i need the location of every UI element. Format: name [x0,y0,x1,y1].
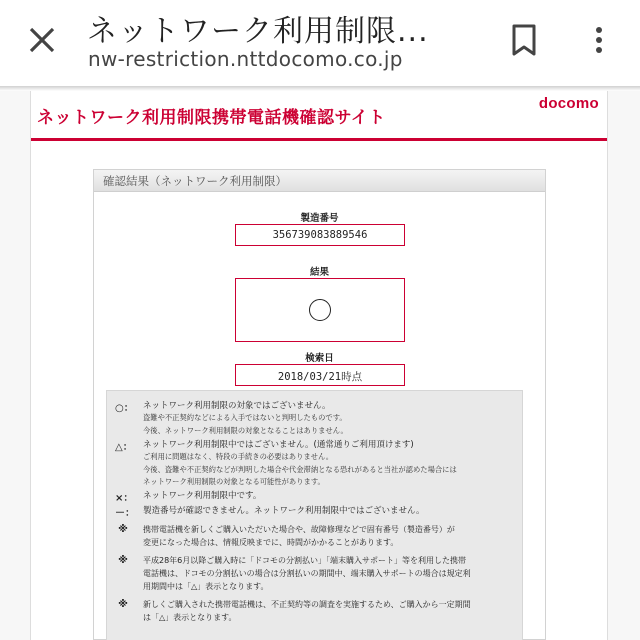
close-icon [22,20,62,60]
legend-sub: 今後、ネットワーク利用制限の対象となることはありません。 [143,426,348,435]
legend-mark: △： [115,442,133,453]
legend-sub: 今後、盗難や不正契約などが判明した場合や代金滞納となる恐れがあると当社が認めた場合には [143,465,457,474]
site-frame [30,91,608,640]
serial-value: 356739083889546 [272,229,368,241]
bookmark-icon [505,20,543,60]
site-title: ネットワーク利用制限携帯電話機確認サイト [37,108,386,128]
page-title: ネットワーク利用制限... [87,14,429,49]
legend-main: ネットワーク利用制限中です。 [143,491,262,501]
note-mark: ※ [118,599,128,610]
panel-header-text: 確認結果（ネットワーク利用制限） [103,174,287,188]
legend-sub: 盗難や不正契約などによる入手ではないと判明したものです。 [143,413,347,422]
legend-sub: ご利用に問題はなく、特段の手続きの必要はありません。 [143,452,334,461]
serial-box [235,224,405,246]
legend-mark: －： [115,508,135,519]
legend-mark: ×： [115,493,134,504]
date-value: 2018/03/21時点 [277,371,363,383]
more-options-button[interactable] [584,20,614,60]
note-line: 用期間中は「△」表示となります。 [143,582,269,591]
result-box [235,278,405,342]
page-url[interactable]: nw-restriction.nttdocomo.co.jp [88,47,403,71]
note-line: 変更になった場合は、情報反映までに、時間がかかることがあります。 [143,538,399,547]
legend-sub: ネットワーク利用制限の対象となる可能性があります。 [143,477,325,486]
panel-header [94,170,545,192]
site-header [31,91,607,141]
legend-main: ネットワーク利用制限の対象ではございません。 [143,401,331,411]
note-mark: ※ [118,524,128,535]
legend-box [106,390,523,640]
date-label: 検索日 [305,353,334,364]
note-line: 電話機は、ドコモの分割払いの場合は分割払いの期間中、端末購入サポートの場合は規定利 [143,569,471,578]
docomo-logo[interactable]: docomo [538,95,599,112]
note-line: 新しくご購入された携帯電話機は、不正契約等の調査を実施するため、ご購入から一定期間 [143,600,471,609]
note-mark: ※ [118,555,128,566]
more-vert-icon [584,20,614,60]
result-panel [93,169,546,640]
date-box [235,364,405,386]
web-content [0,91,640,640]
bookmark-button[interactable] [505,20,543,60]
note-line: 平成28年6月以降ご購入時に「ドコモの分割払い」「端末購入サポート」等を利用した携帯 [143,556,466,565]
result-circle-icon [309,299,331,321]
legend-mark: ○： [115,403,134,414]
serial-label: 製造番号 [300,213,339,224]
browser-toolbar [0,0,640,86]
result-label: 結果 [309,267,329,278]
close-button[interactable] [22,20,62,60]
note-line: 携帯電話機を新しくご購入いただいた場合や、故障修理などで固有番号（製造番号）が [143,525,455,534]
legend-main: 製造番号が確認できません。ネットワーク利用制限中ではございません。 [143,506,425,516]
note-line: は「△」表示となります。 [143,613,237,622]
legend-main: ネットワーク利用制限中ではございません。(通常通りご利用頂けます) [143,440,414,450]
